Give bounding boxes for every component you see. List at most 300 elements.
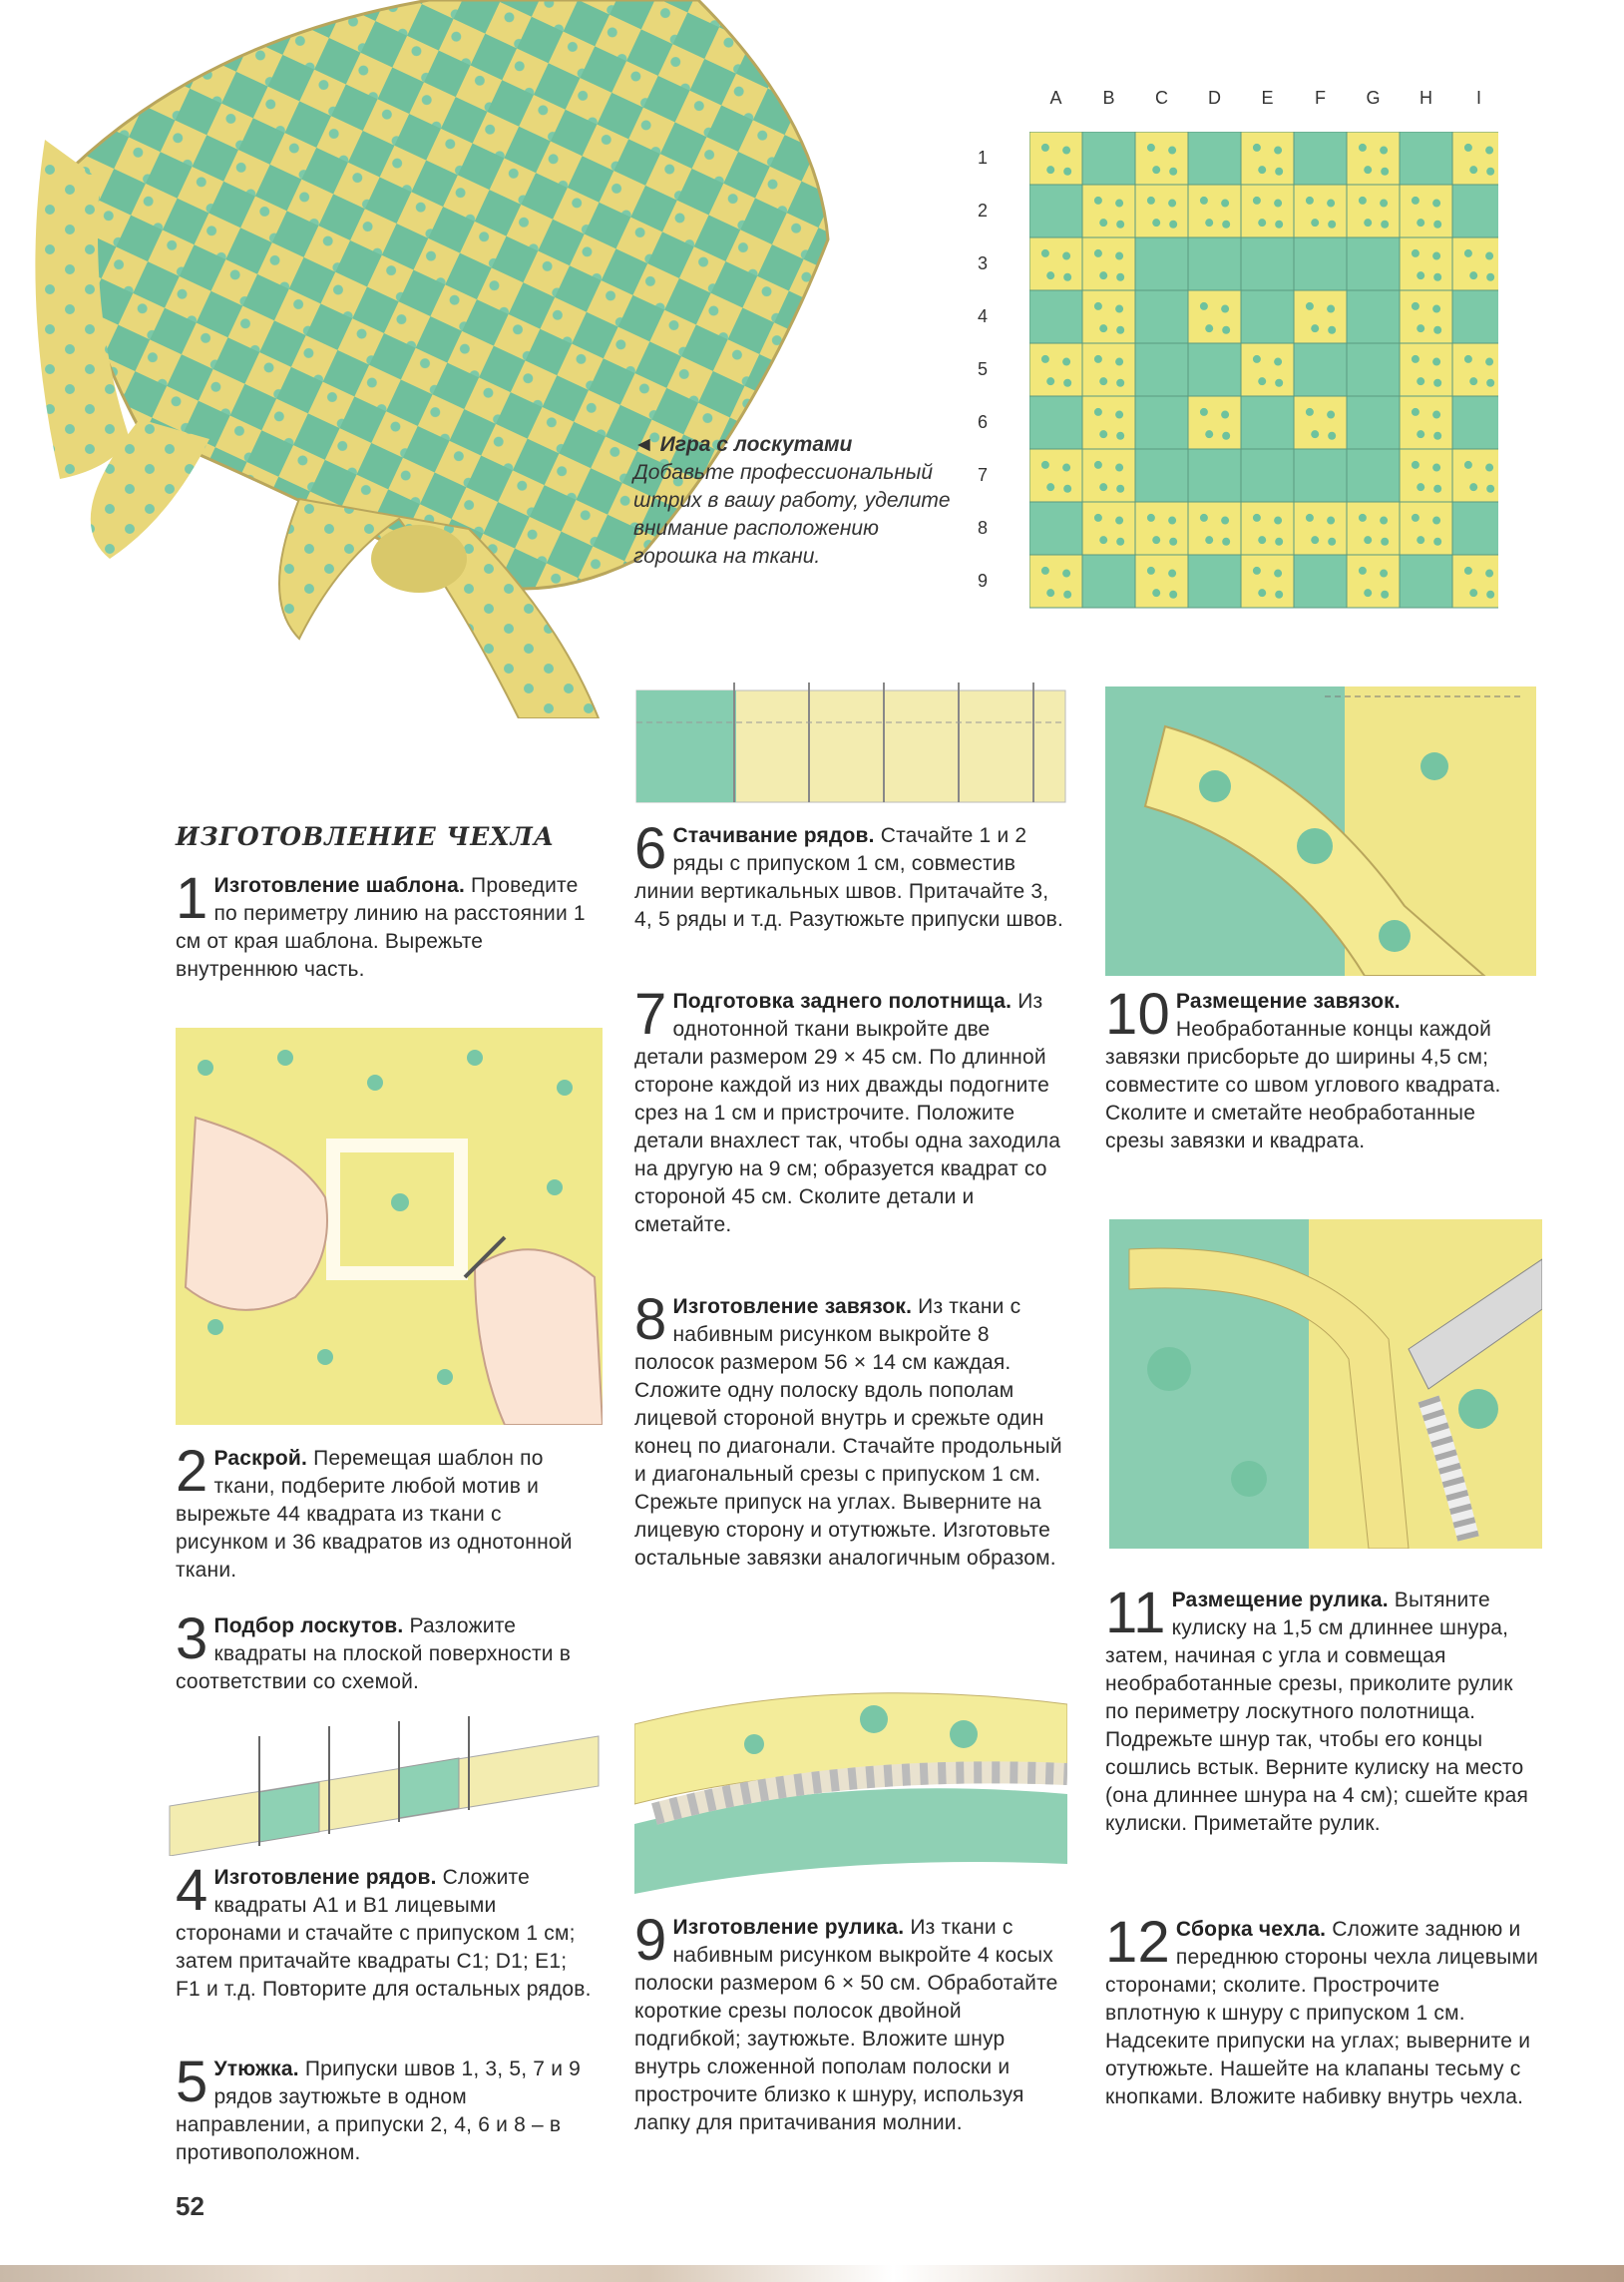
scan-edge-strip <box>0 2265 1624 2282</box>
step-4 <box>176 1858 595 2004</box>
polka-dot <box>1412 461 1420 469</box>
polka-dot <box>1433 538 1441 546</box>
polka-dot <box>1433 221 1441 228</box>
polka-dot <box>1311 219 1319 227</box>
polka-dot <box>1169 168 1177 176</box>
polka-dot <box>1222 432 1230 440</box>
polka-dot <box>1063 485 1071 493</box>
print-square <box>1082 185 1135 237</box>
polka-dot <box>1062 570 1070 578</box>
polka-dot <box>1205 430 1213 438</box>
polka-dot <box>1046 589 1054 597</box>
joined-rows-illustration <box>634 683 1067 810</box>
caption-text: Добавьте профессиональный штрих в вашу работу, уделите внимание расположению горошка на ткани. <box>633 461 951 568</box>
plain-square <box>1294 132 1347 185</box>
step-5 <box>176 2050 595 2167</box>
step-title: Изготовление рулика. <box>672 1916 905 1939</box>
print-square <box>1241 343 1294 396</box>
polka-dot <box>1328 432 1336 440</box>
plain-square <box>1188 132 1241 185</box>
step-text: Стачайте 1 и 2 ряды с припуском 1 см, совместив линии вертикальных швов. Притачайте 3, 4, 5 ряды и т.д. Разутюжьте припуски швов. <box>634 824 1063 931</box>
print-square <box>1082 343 1135 396</box>
polka-dot <box>1469 377 1477 385</box>
print-square <box>1135 185 1188 237</box>
polka-dot <box>1359 567 1367 575</box>
polka-dot <box>1147 514 1155 522</box>
polka-dot <box>1168 147 1176 155</box>
polka-dot <box>1486 591 1494 599</box>
plain-square <box>1347 290 1400 343</box>
step-number: 1 <box>176 866 208 931</box>
polka-dot <box>1464 249 1472 257</box>
polka-dot <box>1253 567 1261 575</box>
polka-dot <box>1274 147 1282 155</box>
polka-dot <box>1417 377 1424 385</box>
polka-dot <box>1486 485 1494 493</box>
plain-square <box>1029 290 1082 343</box>
polka-dot <box>1099 483 1107 491</box>
piping-placement-illustration <box>1109 1219 1542 1549</box>
scheme-column-label: G <box>1366 88 1381 108</box>
step-7 <box>634 982 1063 1239</box>
polka-dot <box>1486 379 1494 387</box>
plain-square <box>1241 396 1294 449</box>
print-square <box>1452 449 1498 502</box>
polka-dot <box>1364 166 1372 174</box>
step-title: Размещение завязок. <box>1175 990 1401 1013</box>
plain-square <box>1241 290 1294 343</box>
scheme-row-label: 2 <box>978 200 989 221</box>
polka-dot <box>1094 408 1102 416</box>
polka-dot <box>1062 147 1070 155</box>
polka-dot <box>1327 517 1335 525</box>
polka-dot <box>1253 197 1261 205</box>
step-1 <box>176 866 595 984</box>
polka-dot <box>1116 273 1124 281</box>
polka-dot <box>1485 147 1493 155</box>
ties-placement-illustration <box>1105 686 1536 976</box>
step-number: 8 <box>634 1287 667 1352</box>
polka-dot <box>1046 166 1054 174</box>
polka-dot <box>1469 271 1477 279</box>
polka-dot <box>1062 464 1070 472</box>
scheme-column-label: C <box>1155 88 1168 108</box>
step-title: Изготовление завязок. <box>672 1295 913 1318</box>
page-number: 52 <box>176 2191 204 2221</box>
polka-dot <box>1364 536 1372 544</box>
scheme-row-label: 6 <box>978 411 989 432</box>
caption-title: ◄ Игра с лоскутами <box>633 433 853 456</box>
polka-dot <box>1380 517 1388 525</box>
plain-square <box>1400 555 1452 608</box>
step-3 <box>176 1606 595 1696</box>
polka-dot <box>1152 166 1160 174</box>
polka-dot <box>1417 324 1424 332</box>
polka-dot <box>1115 305 1123 313</box>
polka-dot <box>1433 379 1441 387</box>
plain-square <box>1135 343 1188 396</box>
step-number: 4 <box>176 1858 208 1923</box>
scheme-row-label: 8 <box>978 517 989 538</box>
polka-dot <box>1115 464 1123 472</box>
polka-dot <box>1412 197 1420 205</box>
polka-dot <box>1417 483 1424 491</box>
polka-dot <box>1328 221 1336 228</box>
polka-dot <box>1417 430 1424 438</box>
step-text: Разложите квадраты на плоской поверхности в соответствии со схемой. <box>176 1614 572 1693</box>
step-10 <box>1105 982 1540 1155</box>
polka-dot <box>1328 538 1336 546</box>
polka-dot <box>1046 377 1054 385</box>
plain-square <box>1294 449 1347 502</box>
polka-dot <box>1432 200 1440 208</box>
plain-square <box>1135 396 1188 449</box>
polka-dot <box>1221 411 1229 419</box>
step-title: Стачивание рядов. <box>672 824 875 847</box>
plain-square <box>1082 132 1135 185</box>
step-number: 5 <box>176 2050 208 2114</box>
print-square <box>1294 396 1347 449</box>
print-square <box>1135 132 1188 185</box>
polka-dot <box>1099 271 1107 279</box>
step-number: 11 <box>1105 1581 1166 1645</box>
step-number: 7 <box>634 982 667 1047</box>
step-number: 6 <box>634 816 667 881</box>
print-square <box>1241 185 1294 237</box>
polka-dot <box>1327 411 1335 419</box>
polka-dot <box>1258 219 1266 227</box>
polka-dot <box>1380 570 1388 578</box>
polka-dot <box>1115 200 1123 208</box>
polka-dot <box>1046 483 1054 491</box>
polka-dot <box>1253 144 1261 152</box>
polka-dot <box>1094 249 1102 257</box>
polka-dot <box>1412 249 1420 257</box>
polka-dot <box>1464 144 1472 152</box>
polka-dot <box>1380 200 1388 208</box>
polka-dot <box>1041 144 1049 152</box>
polka-dot <box>1274 570 1282 578</box>
patchwork-scheme <box>958 80 1556 639</box>
plain-square <box>1347 343 1400 396</box>
polka-dot <box>1433 273 1441 281</box>
step-text: Сложите квадраты A1 и B1 лицевыми сторонами и стачайте с припуском 1 см; затем притачайте квадраты C1; D1; E1; F1 и т.д. Повторите для остальных рядов. <box>176 1866 592 2001</box>
print-square <box>1082 502 1135 555</box>
print-square <box>1347 185 1400 237</box>
polka-dot <box>1041 355 1049 363</box>
polka-dot <box>1041 249 1049 257</box>
polka-dot <box>1275 591 1283 599</box>
polka-dot <box>1381 538 1389 546</box>
step-text: Из ткани с набивным рисунком выкройте 4 косых полоски размером 6 × 50 см. Обработайте короткие срезы полосок двойной подгибкой; заутюжьте. Вложите шнур внутрь сложенной пополам полоски и прострочите близко к шнуру, используя лапку для притачивания молнии. <box>634 1916 1058 2134</box>
polka-dot <box>1200 197 1208 205</box>
polka-dot <box>1359 197 1367 205</box>
scheme-grid <box>1029 132 1498 611</box>
polka-dot <box>1099 324 1107 332</box>
scheme-column-label: B <box>1102 88 1115 108</box>
polka-dot <box>1115 517 1123 525</box>
polka-dot <box>1062 252 1070 260</box>
polka-dot <box>1432 464 1440 472</box>
print-square <box>1294 185 1347 237</box>
step-11 <box>1105 1581 1540 1838</box>
scheme-row-label: 4 <box>978 305 989 326</box>
polka-dot <box>1041 567 1049 575</box>
plain-square <box>1241 237 1294 290</box>
print-square <box>1241 502 1294 555</box>
polka-dot <box>1464 567 1472 575</box>
step-8 <box>634 1287 1063 1573</box>
plain-square <box>1188 555 1241 608</box>
polka-dot <box>1311 430 1319 438</box>
print-square <box>1188 185 1241 237</box>
polka-dot <box>1094 461 1102 469</box>
step-title: Подбор лоскутов. <box>213 1614 404 1637</box>
print-square <box>1347 132 1400 185</box>
step-title: Подготовка заднего полотнища. <box>672 990 1013 1013</box>
polka-dot <box>1205 324 1213 332</box>
polka-dot <box>1200 302 1208 310</box>
print-square <box>1029 343 1082 396</box>
plain-square <box>1135 237 1188 290</box>
polka-dot <box>1381 591 1389 599</box>
polka-dot <box>1485 570 1493 578</box>
scheme-column-label: A <box>1049 88 1062 108</box>
polka-dot <box>1412 302 1420 310</box>
print-square <box>1029 132 1082 185</box>
polka-dot <box>1152 536 1160 544</box>
step-number: 12 <box>1105 1910 1170 1975</box>
polka-dot <box>1274 200 1282 208</box>
print-square <box>1135 502 1188 555</box>
polka-dot <box>1222 326 1230 334</box>
print-square <box>1029 237 1082 290</box>
polka-dot <box>1041 461 1049 469</box>
print-square <box>1082 290 1135 343</box>
print-square <box>1294 502 1347 555</box>
polka-dot <box>1169 538 1177 546</box>
plain-square <box>1347 237 1400 290</box>
polka-dot <box>1412 514 1420 522</box>
print-square <box>1400 396 1452 449</box>
polka-dot <box>1432 358 1440 366</box>
plain-square <box>1452 290 1498 343</box>
polka-dot <box>1152 219 1160 227</box>
polka-dot <box>1116 379 1124 387</box>
polka-dot <box>1063 273 1071 281</box>
plain-square <box>1294 237 1347 290</box>
polka-dot <box>1147 567 1155 575</box>
plain-square <box>1452 185 1498 237</box>
scheme-row-label: 3 <box>978 252 989 273</box>
polka-dot <box>1432 411 1440 419</box>
plain-square <box>1452 502 1498 555</box>
polka-dot <box>1094 355 1102 363</box>
polka-dot <box>1222 538 1230 546</box>
scheme-row-label: 5 <box>978 358 989 379</box>
step-title: Размещение рулика. <box>1171 1589 1389 1611</box>
plain-square <box>1029 396 1082 449</box>
polka-dot <box>1147 144 1155 152</box>
plain-square <box>1294 555 1347 608</box>
polka-dot <box>1364 219 1372 227</box>
polka-dot <box>1311 324 1319 332</box>
step-text: Перемещая шаблон по ткани, подберите любой мотив и вырежьте 44 квадрата из ткани с рисунком и 36 квадратов из однотонной ткани. <box>176 1447 573 1582</box>
polka-dot <box>1412 355 1420 363</box>
polka-dot <box>1274 358 1282 366</box>
polka-dot <box>1328 326 1336 334</box>
polka-dot <box>1147 197 1155 205</box>
step-text: Проведите по периметру линию на расстоянии 1 см от края шаблона. Вырежьте внутреннюю часть. <box>176 874 586 981</box>
template-cutting-illustration <box>176 1028 603 1425</box>
polka-dot <box>1253 514 1261 522</box>
print-square <box>1188 396 1241 449</box>
polka-dot <box>1464 355 1472 363</box>
polka-dot <box>1063 379 1071 387</box>
polka-dot <box>1417 219 1424 227</box>
plain-square <box>1400 132 1452 185</box>
polka-dot <box>1221 200 1229 208</box>
print-square <box>1188 502 1241 555</box>
polka-dot <box>1094 302 1102 310</box>
polka-dot <box>1205 536 1213 544</box>
section-heading: ИЗГОТОВЛЕНИЕ ЧЕХЛА <box>176 822 556 851</box>
scheme-column-label: I <box>1475 88 1481 108</box>
print-square <box>1452 132 1498 185</box>
plain-square <box>1188 343 1241 396</box>
piping-illustration <box>634 1664 1067 1894</box>
polka-dot <box>1116 485 1124 493</box>
polka-dot <box>1116 538 1124 546</box>
print-square <box>1082 396 1135 449</box>
polka-dot <box>1115 358 1123 366</box>
polka-dot <box>1275 538 1283 546</box>
step-text: Из однотонной ткани выкройте две детали размером 29 × 45 см. По длинной стороне каждой из них дважды подогните срез на 1 см и пристрочите. Положите детали внахлест так, чтобы одна заходила на другую на 9 см; образуется квадрат со стороной 45 см. Сколите детали и сметайте. <box>634 990 1061 1236</box>
polka-dot <box>1469 483 1477 491</box>
print-square <box>1452 343 1498 396</box>
step-6 <box>634 816 1063 934</box>
step-title: Сборка чехла. <box>1175 1918 1327 1941</box>
polka-dot <box>1116 326 1124 334</box>
polka-dot <box>1116 432 1124 440</box>
print-square <box>1241 132 1294 185</box>
polka-dot <box>1464 461 1472 469</box>
polka-dot <box>1169 221 1177 228</box>
print-square <box>1400 502 1452 555</box>
polka-dot <box>1359 144 1367 152</box>
polka-dot <box>1327 200 1335 208</box>
step-text: Вытяните кулиску на 1,5 см длиннее шнура, затем, начиная с угла и совмещая необработанные срезы, приколите рулик по периметру лоскутного полотнища. Подрежьте шнур так, чтобы его концы сошлись встык. Верните кулиску на место (она длиннее шнура на 4 см); сшейте края кулиски. Приметайте рулик. <box>1105 1589 1529 1835</box>
polka-dot <box>1275 379 1283 387</box>
step-number: 10 <box>1105 982 1170 1047</box>
polka-dot <box>1168 517 1176 525</box>
plain-square <box>1294 343 1347 396</box>
plain-square <box>1347 449 1400 502</box>
polka-dot <box>1200 408 1208 416</box>
plain-square <box>1188 449 1241 502</box>
polka-dot <box>1485 358 1493 366</box>
polka-dot <box>1327 305 1335 313</box>
polka-dot <box>1046 271 1054 279</box>
polka-dot <box>1359 514 1367 522</box>
step-title: Утюжка. <box>213 2057 299 2080</box>
polka-dot <box>1432 252 1440 260</box>
polka-dot <box>1485 252 1493 260</box>
polka-dot <box>1116 221 1124 228</box>
step-number: 2 <box>176 1439 208 1504</box>
polka-dot <box>1168 570 1176 578</box>
polka-dot <box>1433 432 1441 440</box>
step-text: Необработанные концы каждой завязки присборьте до ширины 4,5 см; совместите со швом углового квадрата. Сколите и сметайте необработанные срезы завязки и квадрата. <box>1105 1018 1501 1152</box>
polka-dot <box>1433 485 1441 493</box>
polka-dot <box>1306 514 1314 522</box>
plain-square <box>1188 237 1241 290</box>
print-square <box>1400 290 1452 343</box>
print-square <box>1347 502 1400 555</box>
polka-dot <box>1432 305 1440 313</box>
polka-dot <box>1486 273 1494 281</box>
print-square <box>1400 237 1452 290</box>
polka-dot <box>1306 197 1314 205</box>
polka-dot <box>1222 221 1230 228</box>
polka-dot <box>1486 168 1494 176</box>
print-square <box>1452 237 1498 290</box>
polka-dot <box>1258 377 1266 385</box>
step-title: Раскрой. <box>213 1447 308 1470</box>
polka-dot <box>1062 358 1070 366</box>
plain-square <box>1135 290 1188 343</box>
step-title: Изготовление шаблона. <box>213 874 466 897</box>
print-square <box>1029 555 1082 608</box>
print-square <box>1400 185 1452 237</box>
polka-dot <box>1311 536 1319 544</box>
polka-dot <box>1115 252 1123 260</box>
plain-square <box>1029 502 1082 555</box>
polka-dot <box>1469 166 1477 174</box>
step-number: 3 <box>176 1606 208 1671</box>
scheme-row-label: 9 <box>978 570 989 591</box>
polka-dot <box>1275 221 1283 228</box>
polka-dot <box>1258 589 1266 597</box>
polka-dot <box>1306 408 1314 416</box>
polka-dot <box>1417 271 1424 279</box>
print-square <box>1029 449 1082 502</box>
print-square <box>1347 555 1400 608</box>
scheme-column-label: D <box>1208 88 1221 108</box>
print-square <box>1241 555 1294 608</box>
step-number: 9 <box>634 1908 667 1973</box>
polka-dot <box>1099 430 1107 438</box>
polka-dot <box>1205 219 1213 227</box>
polka-dot <box>1221 517 1229 525</box>
polka-dot <box>1306 302 1314 310</box>
scheme-column-label: E <box>1261 88 1274 108</box>
scheme-column-label: H <box>1420 88 1432 108</box>
polka-dot <box>1258 166 1266 174</box>
step-title: Изготовление рядов. <box>213 1866 437 1889</box>
step-text: Из ткани с набивным рисунком выкройте 8 полосок размером 56 × 14 см каждая. Сложите одну полоску вдоль пополам лицевой стороной внутрь и срежьте один конец по диагонали. Стачайте продольный и диагональный срезы с припуском 1 см. Срежьте припуск на углах. Выверните на лицевую сторону и отутюжьте. Изготовьте остальные завязки аналогичным образом. <box>634 1295 1062 1570</box>
step-2 <box>176 1439 595 1585</box>
print-square <box>1188 290 1241 343</box>
polka-dot <box>1115 411 1123 419</box>
print-square <box>1294 290 1347 343</box>
plain-square <box>1135 449 1188 502</box>
step-text: Припуски швов 1, 3, 5, 7 и 9 рядов заутюжьте в одном направлении, а припуски 2, 4, 6 и 8 – в противоположном. <box>176 2057 582 2164</box>
polka-dot <box>1275 168 1283 176</box>
plain-square <box>1029 185 1082 237</box>
polka-dot <box>1253 355 1261 363</box>
polka-dot <box>1485 464 1493 472</box>
